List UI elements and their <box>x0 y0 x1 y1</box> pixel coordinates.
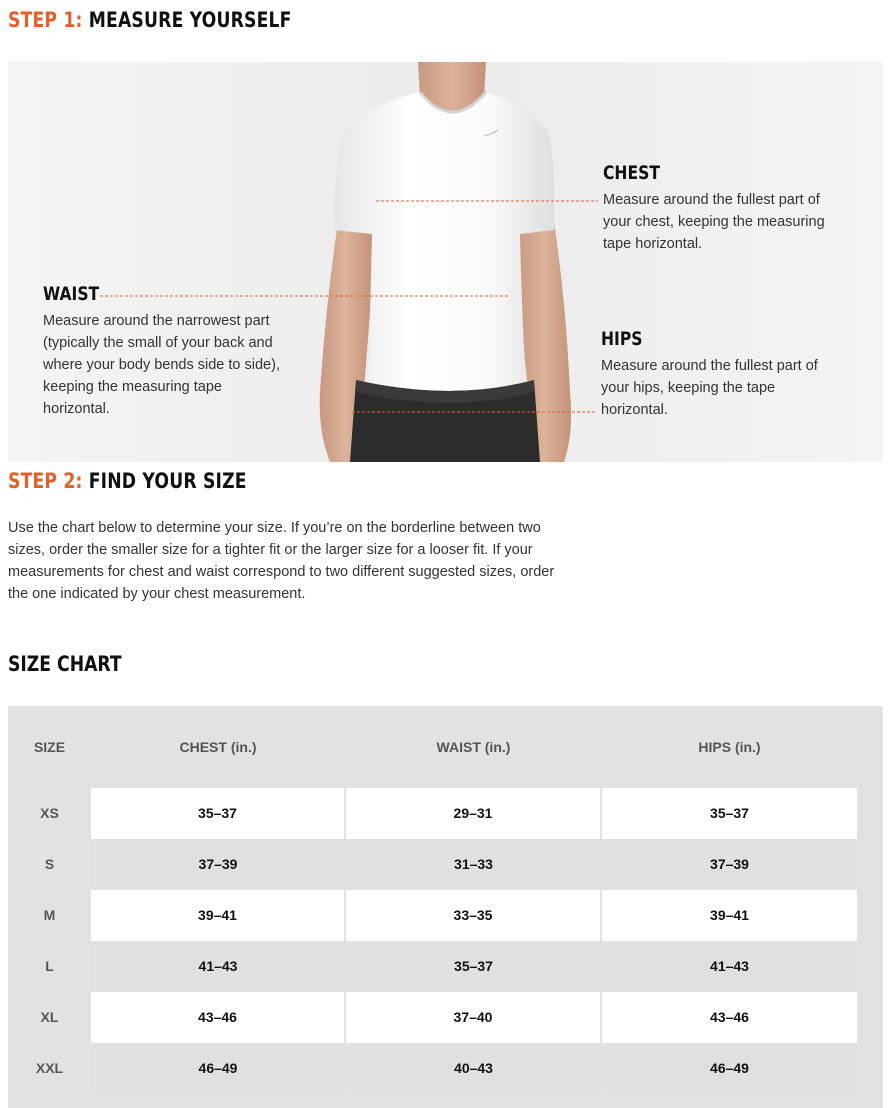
table-row <box>8 992 883 1043</box>
waist-cell: 40–43 <box>346 1043 601 1094</box>
chest-description: Measure around the fullest part of your chest, keeping the measuring tape horizontal. <box>603 192 825 252</box>
header-waist: WAIST (in.) <box>436 739 511 755</box>
waist-cell: 33–35 <box>346 890 601 941</box>
step-1-heading <box>8 8 292 32</box>
header-hips: HIPS (in.) <box>698 739 761 755</box>
chest-cell: 41–43 <box>91 941 345 992</box>
waist-cell: 35–37 <box>346 941 601 992</box>
waist-description: Measure around the narrowest part (typically the small of your back and where your body bends side to side), keeping the measuring tape horizontal. <box>43 313 280 417</box>
header-size: SIZE <box>33 739 66 755</box>
header-chest: CHEST (in.) <box>179 739 257 755</box>
hips-description: Measure around the fullest part of your hips, keeping the tape horizontal. <box>601 358 818 418</box>
size-chart-table <box>8 706 883 1108</box>
table-row <box>8 788 883 839</box>
size-chart-title: SIZE CHART <box>8 652 122 676</box>
size-cell: L <box>45 958 54 974</box>
hips-cell: 41–43 <box>602 941 857 992</box>
table-row <box>8 890 883 941</box>
chest-cell: 39–41 <box>91 890 345 941</box>
size-cell: XS <box>40 805 59 821</box>
chest-cell: 46–49 <box>91 1043 345 1094</box>
step-2-prefix: STEP 2: <box>8 469 83 493</box>
size-cell: XXL <box>35 1060 64 1076</box>
waist-cell: 37–40 <box>346 992 601 1043</box>
step-2-title: FIND YOUR SIZE <box>88 469 247 493</box>
hips-cell: 37–39 <box>602 839 857 890</box>
hips-cell: 35–37 <box>602 788 857 839</box>
waist-title: WAIST <box>43 283 100 305</box>
waist-cell: 31–33 <box>346 839 601 890</box>
chest-cell: 43–46 <box>91 992 345 1043</box>
chest-title: CHEST <box>603 162 660 184</box>
step-2-heading <box>8 469 247 493</box>
chest-cell: 37–39 <box>91 839 345 890</box>
size-cell: S <box>44 856 55 872</box>
hips-title: HIPS <box>601 328 643 350</box>
chest-cell: 35–37 <box>91 788 345 839</box>
size-instructions: Use the chart below to determine your size. If you’re on the borderline between two sizes, order the smaller size for a tighter fit or the larger size for a looser fit. If your measurements for chest and waist correspond to two different suggested sizes, order the one indicated by your chest measurement. <box>8 520 555 602</box>
waist-cell: 29–31 <box>346 788 601 839</box>
table-row <box>8 839 883 890</box>
step-1-prefix: STEP 1: <box>8 8 83 32</box>
table-row <box>8 941 883 992</box>
hips-cell: 39–41 <box>602 890 857 941</box>
step-1-title: MEASURE YOURSELF <box>88 8 292 32</box>
measurement-hero <box>8 62 883 462</box>
table-row <box>8 1043 883 1094</box>
hips-cell: 46–49 <box>602 1043 857 1094</box>
size-cell: XL <box>40 1009 59 1025</box>
hips-cell: 43–46 <box>602 992 857 1043</box>
size-cell: M <box>43 907 56 923</box>
